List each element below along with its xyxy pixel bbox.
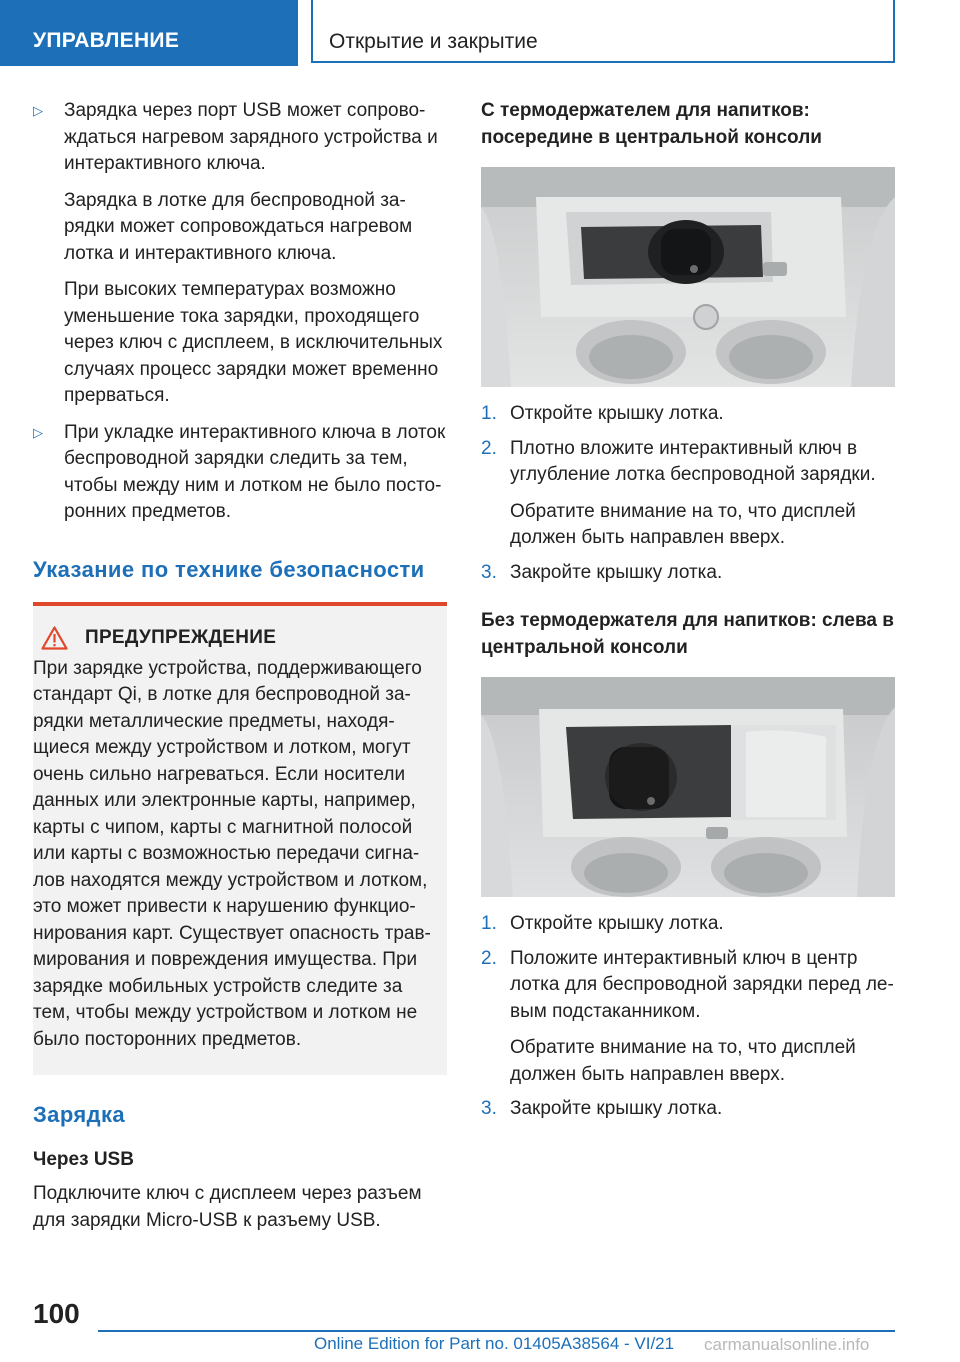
step-item	[481, 1096, 895, 1123]
console-photo-center	[481, 167, 895, 387]
step-text: Обратите внимание на то, что дисплей должен быть направлен вверх.	[510, 500, 856, 548]
step-text: Закройте крышку лотка.	[510, 561, 723, 583]
warning-title: ПРЕДУПРЕЖДЕНИЕ	[85, 626, 277, 648]
triangle-right-icon: ▷	[33, 103, 43, 118]
page-header	[0, 0, 960, 66]
step-text: Откройте крышку лотка.	[510, 913, 724, 934]
step-number: 3.	[481, 1098, 497, 1119]
paragraph: При укладке интерактивного ключа в лоток беспроводной зарядки следить за тем, чтобы между ним и лотком не было посторонних предметов.	[64, 421, 446, 522]
step-text: Откройте крышку лотка.	[510, 403, 724, 424]
step-number: 2.	[481, 947, 497, 969]
usb-text: Подключите ключ с дисплеем через разъем для зарядки Micro-USB к разъему USB.	[33, 1183, 422, 1231]
step-number: 3.	[481, 561, 497, 583]
triangle-right-icon: ▷	[33, 424, 43, 440]
charging-heading: Зарядка	[33, 1102, 126, 1127]
console-photo-left	[481, 677, 895, 897]
section-heading-without-holder: Без термодержателя для напитков: слева в центральной консоли	[481, 610, 894, 658]
right-column	[481, 98, 895, 1131]
paragraph: Зарядка через порт USB может сопровождаться нагревом зарядного устройства и интерактивного ключа.	[64, 100, 438, 174]
footer-rule	[98, 1330, 895, 1332]
warning-triangle-icon	[41, 626, 68, 650]
step-item	[481, 911, 895, 938]
step-number: 2.	[481, 437, 497, 459]
warning-header	[33, 626, 447, 650]
step-number: 1.	[481, 913, 497, 934]
step-text: Обратите внимание на то, что дисплей должен быть направлен вверх.	[510, 1037, 856, 1085]
section-tab: УПРАВЛЕНИЕ	[0, 0, 298, 66]
paragraph: Зарядка в лотке для беспроводной зарядки может сопровождаться нагревом лотка и интерактивного ключа.	[64, 189, 413, 264]
step-text: Положите интерактивный ключ в центр лотка для беспроводной зарядки перед левым подстаканником.	[510, 947, 894, 1022]
bullet-item	[33, 420, 447, 526]
chapter-title: Открытие и закрытие	[311, 0, 895, 63]
page-number: 100	[33, 1298, 80, 1329]
section-heading-with-holder: С термодержателем для напитков: посередине в центральной консоли	[481, 100, 822, 148]
bullet-item	[33, 98, 447, 410]
watermark[interactable]: carmanualsonline.info	[704, 1335, 870, 1354]
step-item	[481, 436, 895, 552]
step-number: 1.	[481, 403, 497, 424]
edition-info: Online Edition for Part no. 01405A38564 - VI/21	[314, 1334, 675, 1353]
warning-box	[33, 606, 447, 1076]
step-text: Закройте крышку лотка.	[510, 1098, 723, 1119]
step-item	[481, 560, 895, 587]
paragraph: При высоких температурах возможно уменьшение тока зарядки, проходящего через ключ с дисплеем, в исключительных случаях процесс зарядки может временно прерваться.	[64, 279, 443, 406]
step-item	[481, 401, 895, 428]
left-column	[33, 98, 447, 1234]
step-text: Плотно вложите интерактивный ключ в углубление лотка беспроводной зарядки.	[510, 437, 876, 485]
safety-heading: Указание по технике безопасности	[33, 556, 425, 582]
warning-text: При зарядке устройства, поддерживающего стандарт Qi, в лотке для беспроводной зарядки металлические предметы, находящиеся между устройством и лотком, могут очень сильно нагреваться. Если носители данных или электронные карты, например, карты с чипом, карты с магнитной полосой или карты с возможностью передачи сигналов находятся между устройством и лотком, это может привести к нарушению функционирования карт. Существует опасность травмирования и повреждения имущества. При зарядке мобильных устройств следите за тем, чтобы между устройством и лотком не было посторонних предметов.	[33, 657, 431, 1050]
usb-subheading: Через USB	[33, 1149, 134, 1170]
step-item	[481, 946, 895, 1089]
